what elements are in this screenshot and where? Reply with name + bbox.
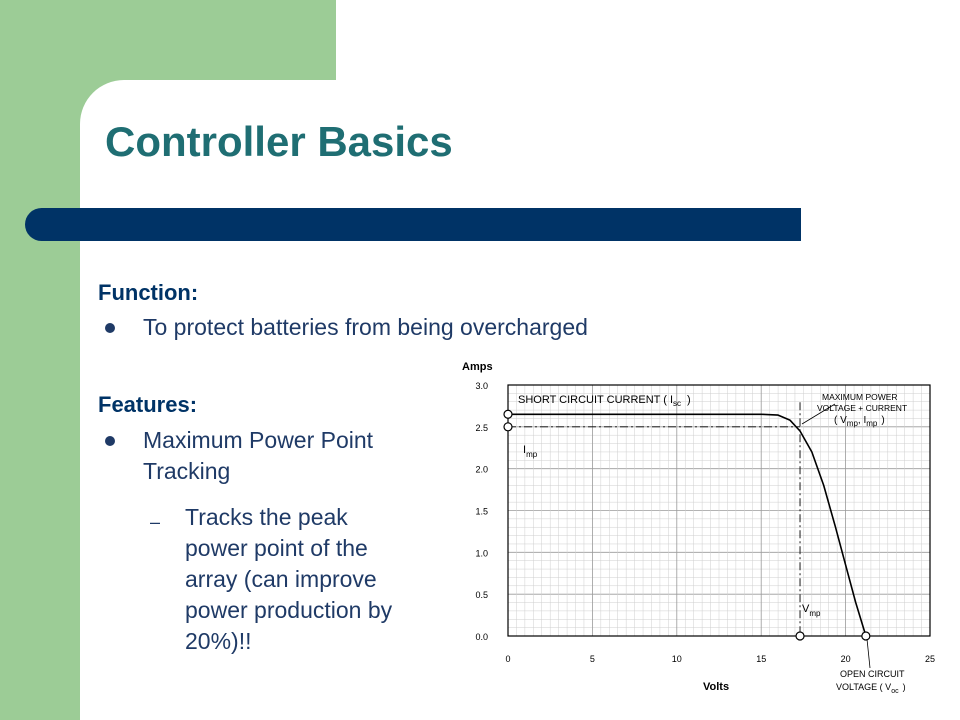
function-bullet-text: To protect batteries from being overcharged bbox=[143, 314, 588, 340]
voc-marker bbox=[862, 632, 870, 640]
features-bullet-line-1: Maximum Power Point bbox=[143, 427, 374, 453]
function-heading: Function: bbox=[98, 280, 199, 305]
bullet-dot bbox=[105, 436, 115, 446]
slide-title: Controller Basics bbox=[105, 118, 453, 165]
title-underline-bar bbox=[25, 208, 801, 241]
sub-bullet-line-5: 20%)!! bbox=[185, 628, 252, 654]
y-tick-label: 1.0 bbox=[475, 548, 488, 559]
y-tick-label: 3.0 bbox=[475, 381, 488, 391]
iv-curve-chart bbox=[450, 350, 955, 720]
vmp-annotation: $V_{mp}$ bbox=[802, 603, 821, 618]
sub-bullet-line-3: array (can improve bbox=[185, 566, 377, 592]
bullet-dot bbox=[105, 323, 115, 333]
isc-annotation: SHORT CIRCUIT CURRENT ( $I_{sc}$ ) bbox=[518, 394, 691, 408]
sub-bullet-line-2: power point of the bbox=[185, 535, 368, 561]
y-tick-label: 0.5 bbox=[475, 590, 488, 601]
x-tick-label: 5 bbox=[589, 654, 595, 664]
x-axis-label: Volts bbox=[703, 681, 730, 693]
x-tick-label: 15 bbox=[756, 654, 767, 664]
vmp-marker bbox=[796, 632, 804, 640]
y-tick-label: 1.5 bbox=[475, 506, 488, 517]
imp-annotation: $I_{mp}$ bbox=[523, 444, 538, 459]
mp-annotation-line-3: ( $V_{mp}$, $I_{mp}$ ) bbox=[834, 415, 885, 428]
oc-annotation-line-2: VOLTAGE ( $V_{oc}$ ) bbox=[836, 682, 906, 695]
sub-bullet-line-1: Tracks the peak bbox=[185, 504, 348, 530]
sub-bullet-line-4: power production by bbox=[185, 597, 393, 623]
y-tick-label: 0.0 bbox=[475, 632, 488, 642]
sub-bullet-dash: – bbox=[150, 512, 161, 532]
isc-marker bbox=[504, 410, 512, 418]
y-tick-label: 2.0 bbox=[475, 464, 488, 475]
y-tick-label: 2.5 bbox=[475, 422, 488, 433]
mp-annotation-line-1: MAXIMUM POWER bbox=[822, 392, 898, 402]
y-axis-label: Amps bbox=[462, 361, 493, 373]
features-bullet-line-2: Tracking bbox=[143, 458, 231, 484]
features-heading: Features: bbox=[98, 392, 198, 417]
mp-annotation-line-2: VOLTAGE + CURRENT bbox=[817, 403, 908, 413]
x-tick-label: 20 bbox=[840, 654, 851, 664]
x-tick-label: 0 bbox=[505, 654, 511, 664]
x-tick-label: 25 bbox=[924, 654, 936, 664]
x-tick-label: 10 bbox=[671, 654, 682, 664]
oc-annotation-line-1: OPEN CIRCUIT bbox=[840, 669, 905, 679]
imp-marker bbox=[504, 423, 512, 431]
